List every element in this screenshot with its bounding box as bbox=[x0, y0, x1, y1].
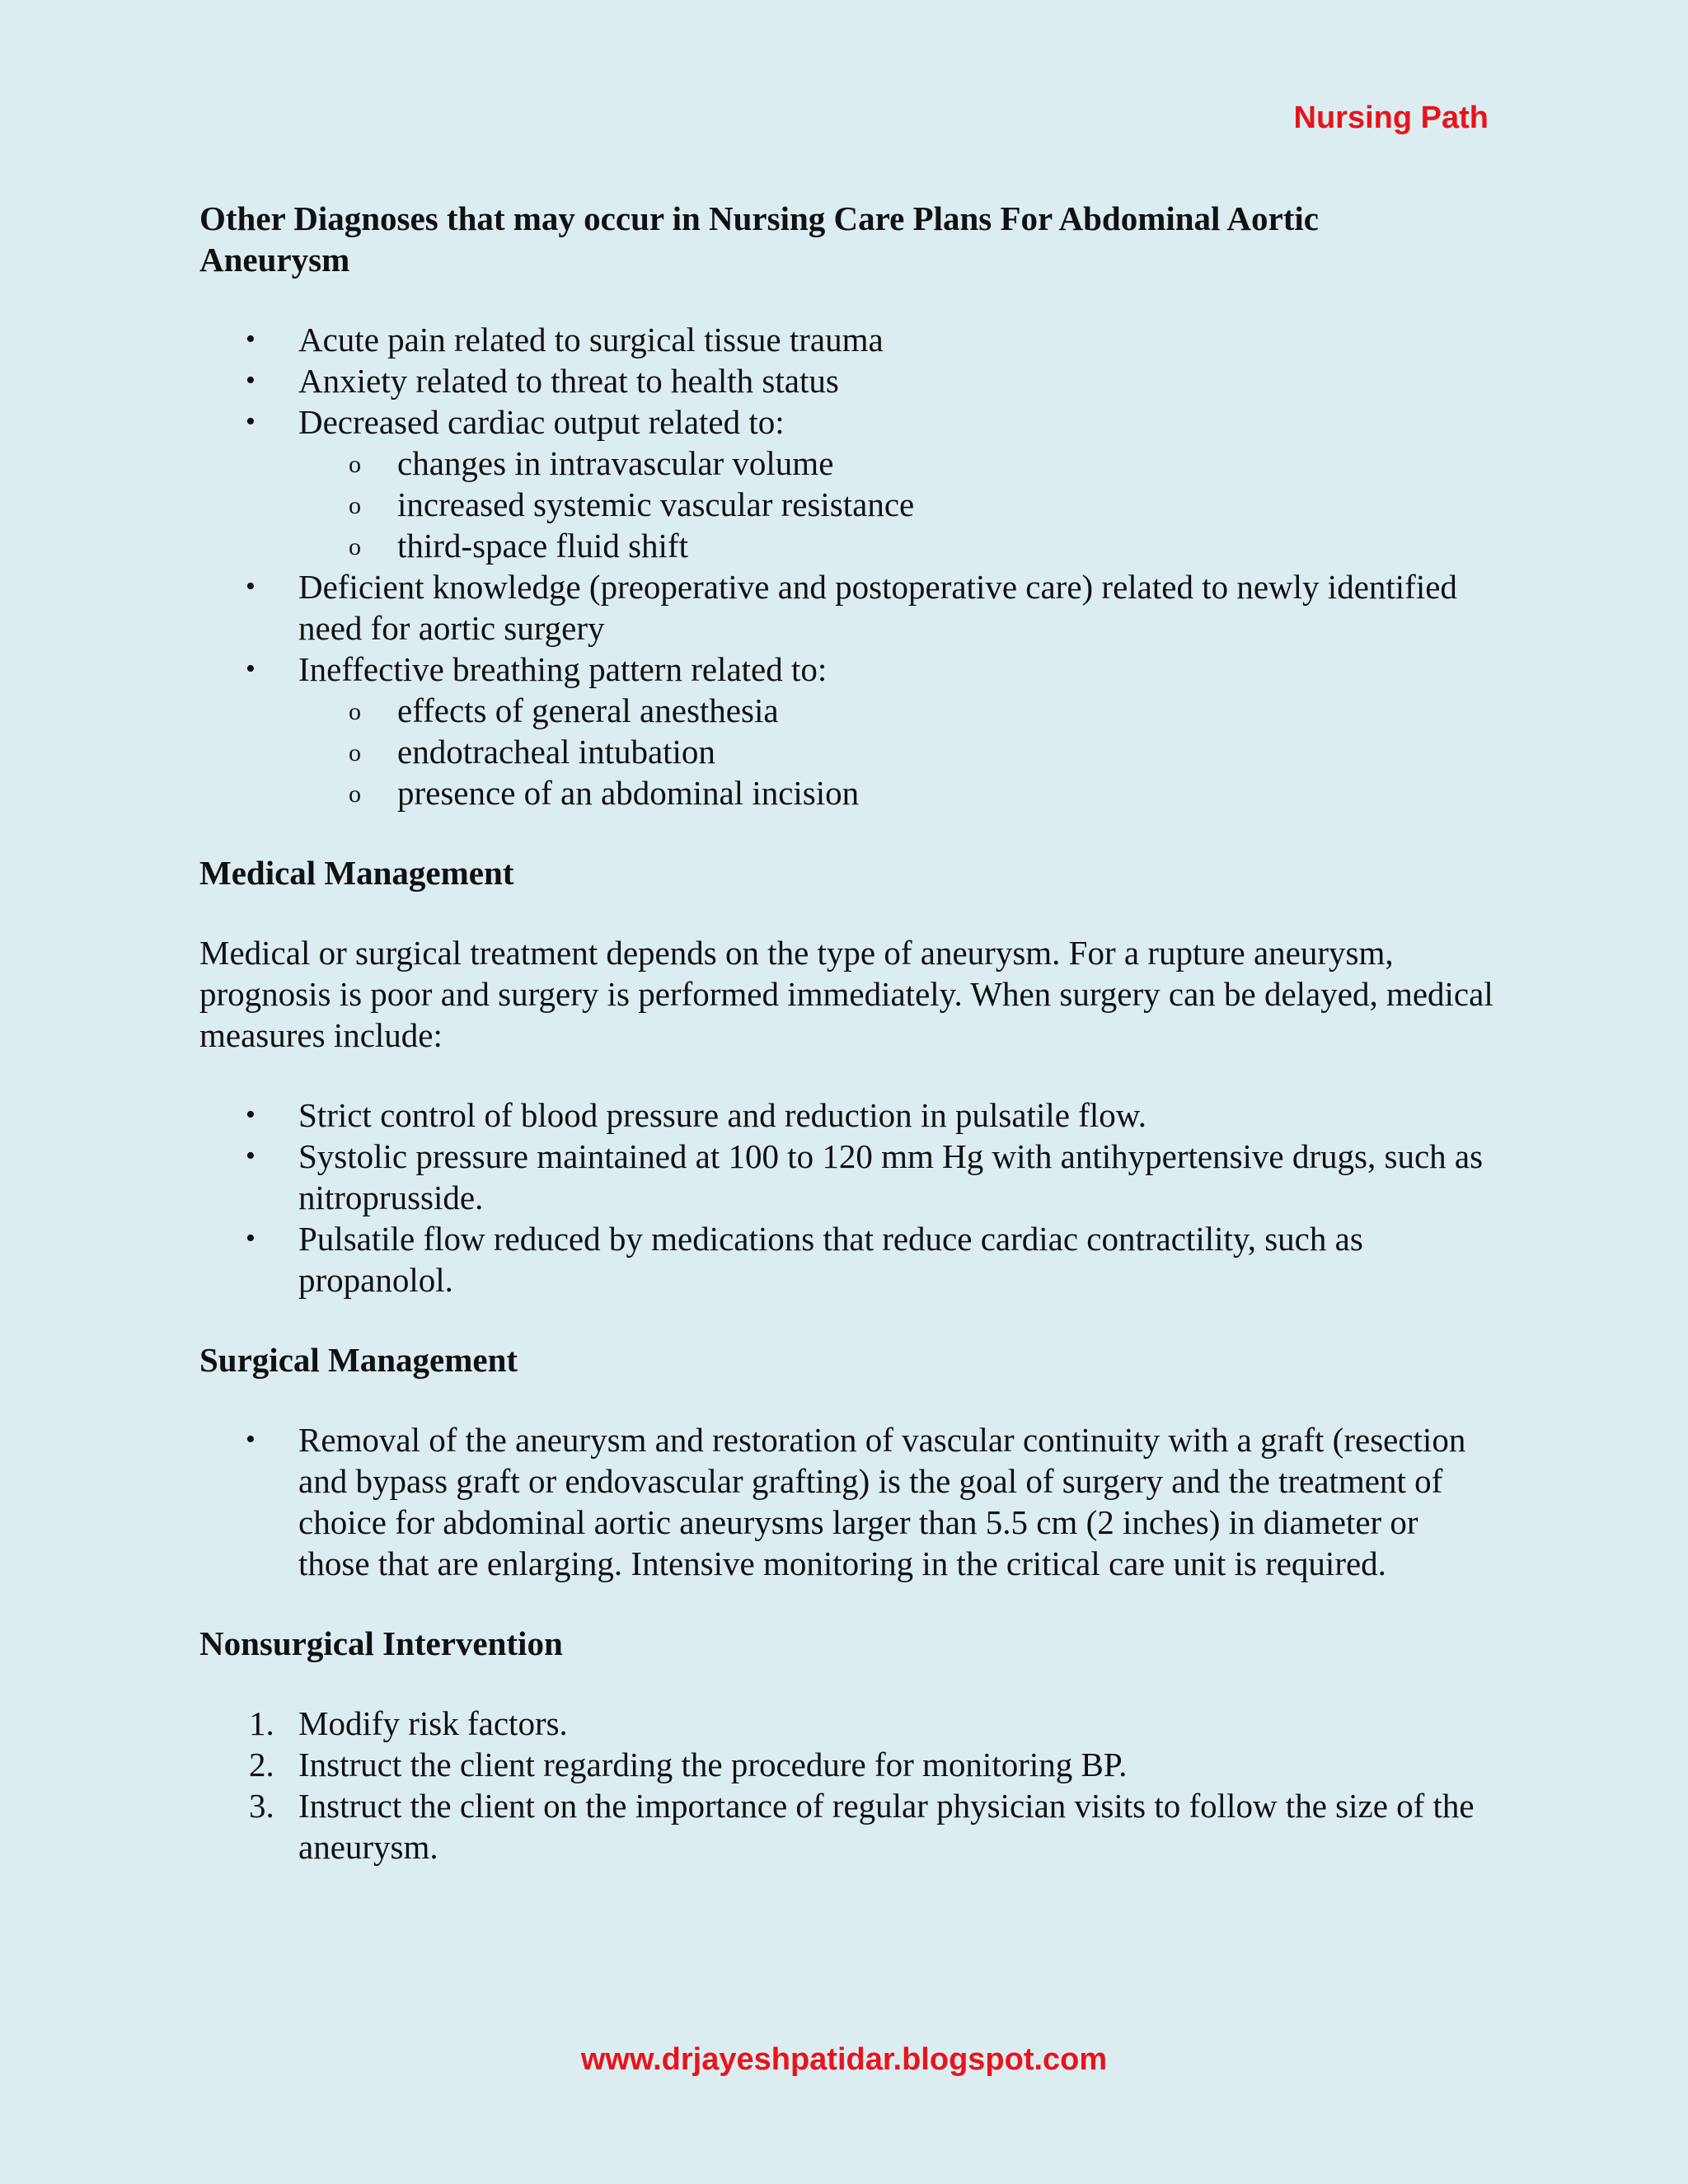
sub-list-item: o increased systemic vascular resistance bbox=[199, 484, 1493, 525]
list-item: • Systolic pressure maintained at 100 to 120 mm Hg with antihypertensive drugs, such as nitroprusside. bbox=[199, 1136, 1493, 1218]
medical-list bbox=[199, 1094, 1493, 1301]
sub-list-item: o endotracheal intubation bbox=[199, 731, 1493, 772]
list-item bbox=[199, 319, 1493, 360]
list-item-text: Acute pain related to surgical tissue trauma bbox=[298, 321, 884, 359]
medical-paragraph: Medical or surgical treatment depends on the type of aneurysm. For a rupture aneurysm, prognosis is poor and surgery is performed immediately. When surgery can be delayed, medical measures include: bbox=[199, 934, 1493, 1054]
numbered-item bbox=[199, 1744, 1493, 1785]
sub-list bbox=[298, 443, 1493, 566]
list-item bbox=[199, 401, 1493, 566]
numbered-item bbox=[199, 1785, 1493, 1868]
list-item-text: Ineffective breathing pattern related to: bbox=[298, 650, 828, 688]
document-body bbox=[199, 198, 1493, 1868]
sub-list-item: o third-space fluid shift bbox=[199, 525, 1493, 566]
section-title-diagnoses: Other Diagnoses that may occur in Nursing Care Plans For Abdominal Aortic Aneurysm bbox=[199, 199, 1319, 279]
diagnoses-list bbox=[199, 319, 1493, 813]
item-text: Modify risk factors. bbox=[298, 1704, 568, 1742]
item-number: 2. bbox=[249, 1746, 274, 1783]
item-number: 3. bbox=[249, 1787, 274, 1825]
list-item bbox=[199, 360, 1493, 401]
list-item bbox=[199, 649, 1493, 813]
surgical-list bbox=[199, 1419, 1493, 1584]
section-title-surgical: Surgical Management bbox=[199, 1341, 518, 1379]
sub-list-item: o effects of general anesthesia bbox=[199, 690, 1493, 731]
item-text: Instruct the client on the importance of regular physician visits to follow the size of the aneurysm. bbox=[298, 1787, 1475, 1866]
item-text: Instruct the client regarding the procedure for monitoring BP. bbox=[298, 1746, 1128, 1783]
list-item: • Pulsatile flow reduced by medications that reduce cardiac contractility, such as propanolol. bbox=[199, 1218, 1493, 1301]
sub-list-item: o changes in intravascular volume bbox=[199, 443, 1493, 484]
numbered-item bbox=[199, 1703, 1493, 1744]
header-brand: Nursing Path bbox=[1293, 101, 1489, 135]
list-item: • Strict control of blood pressure and reduction in pulsatile flow. bbox=[199, 1094, 1493, 1136]
sub-list bbox=[298, 690, 1493, 813]
section-title-medical: Medical Management bbox=[199, 854, 514, 892]
item-number: 1. bbox=[249, 1704, 274, 1742]
nonsurgical-list bbox=[199, 1703, 1493, 1868]
list-item-text: Anxiety related to threat to health status bbox=[298, 362, 839, 400]
list-item bbox=[199, 566, 1493, 649]
list-item-text: Decreased cardiac output related to: bbox=[298, 403, 785, 441]
footer-url: www.drjayeshpatidar.blogspot.com bbox=[580, 2042, 1108, 2077]
list-item-text: Deficient knowledge (preoperative and postoperative care) related to newly identified need for aortic surgery bbox=[298, 568, 1457, 647]
list-item: • Removal of the aneurysm and restoration of vascular continuity with a graft (resection and bypass graft or endovascular grafting) is the goal of surgery and the treatment of choice for abdominal aortic aneurysms larger than 5.5 cm (2 inches) in diameter or those that are enlarging. Intensive monitoring in the critical care unit is required. bbox=[199, 1419, 1493, 1584]
sub-list-item: o presence of an abdominal incision bbox=[199, 772, 1493, 813]
section-title-nonsurgical: Nonsurgical Intervention bbox=[199, 1624, 563, 1662]
